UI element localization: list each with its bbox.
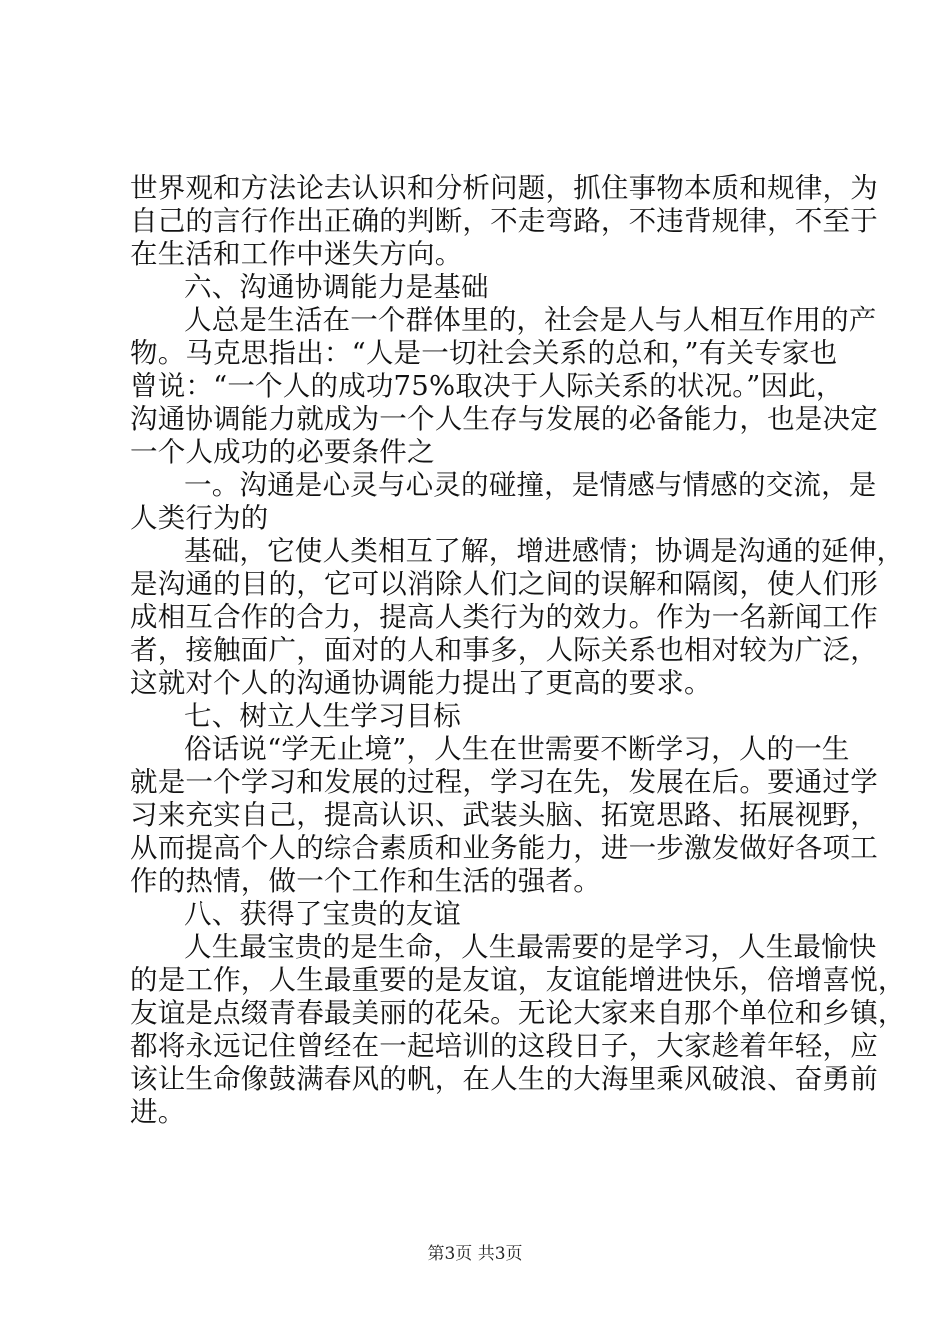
text-line: 进。	[130, 1096, 186, 1128]
section-heading: 七、树立人生学习目标	[184, 700, 461, 732]
text-line: 基础，它使人类相互了解，增进感情；协调是沟通的延伸，	[184, 535, 905, 567]
text-line: 的是工作，人生最重要的是友谊，友谊能增进快乐，倍增喜悦，	[130, 964, 906, 996]
text-line: 人总是生活在一个群体里的，社会是人与人相互作用的产	[184, 304, 877, 336]
text-line: 作的热情，做一个工作和生活的强者。	[130, 865, 601, 897]
text-line: 一。沟通是心灵与心灵的碰撞，是情感与情感的交流，是	[184, 469, 877, 501]
text-line: 这就对个人的沟通协调能力提出了更高的要求。	[130, 667, 712, 699]
text-line: 世界观和方法论去认识和分析问题，抓住事物本质和规律，为	[130, 172, 878, 204]
text-line: 从而提高个人的综合素质和业务能力，进一步激发做好各项工	[130, 832, 878, 864]
text-line: 友谊是点缀青春最美丽的花朵。无论大家来自那个单位和乡镇，	[130, 997, 906, 1029]
text-line: 沟通协调能力就成为一个人生存与发展的必备能力，也是决定	[130, 403, 878, 435]
text-line: 在生活和工作中迷失方向。	[130, 238, 463, 270]
section-heading: 六、沟通协调能力是基础	[184, 271, 489, 303]
text-line: 是沟通的目的，它可以消除人们之间的误解和隔阂，使人们形	[130, 568, 878, 600]
text-line: 成相互合作的合力，提高人类行为的效力。作为一名新闻工作	[130, 601, 878, 633]
text-line: 曾说：“一个人的成功75%取决于人际关系的状况。”因此，	[130, 370, 844, 402]
section-heading: 八、获得了宝贵的友谊	[184, 898, 461, 930]
page-number-footer: 第3页 共3页	[427, 1244, 523, 1264]
text-line: 俗话说“学无止境”，人生在世需要不断学习，人的一生	[184, 733, 850, 765]
text-line: 一个人成功的必要条件之	[130, 436, 435, 468]
text-line: 人生最宝贵的是生命，人生最需要的是学习，人生最愉快	[184, 931, 877, 963]
text-line: 人类行为的	[130, 502, 269, 534]
text-line: 物。马克思指出：“人是一切社会关系的总和，”有关专家也	[130, 337, 838, 369]
text-line: 就是一个学习和发展的过程，学习在先，发展在后。要通过学	[130, 766, 878, 798]
document-body	[130, 172, 906, 1129]
text-line: 自己的言行作出正确的判断，不走弯路，不违背规律，不至于	[130, 205, 878, 237]
text-line: 该让生命像鼓满春风的帆，在人生的大海里乘风破浪、奋勇前	[130, 1063, 878, 1095]
text-line: 习来充实自己，提高认识、武装头脑、拓宽思路、拓展视野，	[130, 799, 878, 831]
text-line: 者，接触面广，面对的人和事多，人际关系也相对较为广泛，	[130, 634, 878, 666]
text-line: 都将永远记住曾经在一起培训的这段日子，大家趁着年轻，应	[130, 1030, 878, 1062]
